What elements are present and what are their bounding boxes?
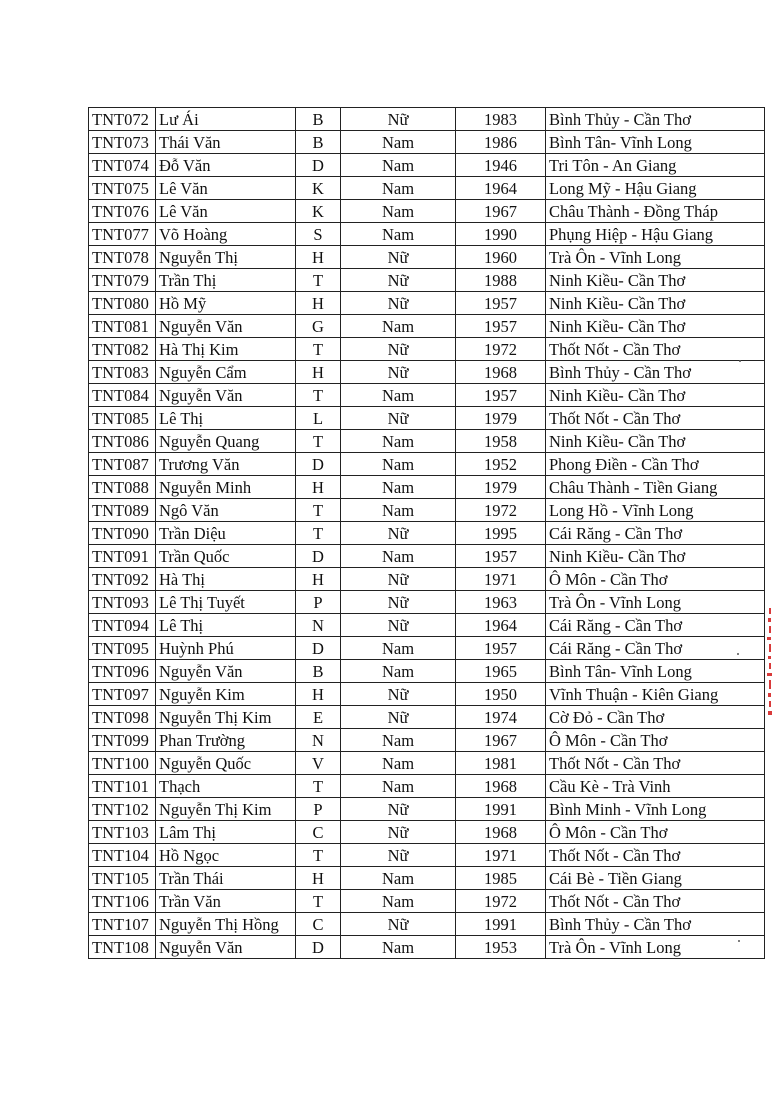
row-code: TNT081 bbox=[89, 315, 156, 338]
row-initial: H bbox=[296, 476, 341, 499]
table-row bbox=[89, 338, 765, 361]
row-initial: K bbox=[296, 200, 341, 223]
row-hometown: Cái Răng - Cần Thơ bbox=[546, 637, 765, 660]
roster-table-body bbox=[89, 108, 765, 959]
row-code: TNT106 bbox=[89, 890, 156, 913]
row-name: Trần Thị bbox=[156, 269, 296, 292]
row-hometown: Cái Bè - Tiền Giang bbox=[546, 867, 765, 890]
row-birth-year: 1967 bbox=[456, 200, 546, 223]
row-birth-year: 1971 bbox=[456, 568, 546, 591]
row-initial: K bbox=[296, 177, 341, 200]
row-hometown: Ô Môn - Cần Thơ bbox=[546, 821, 765, 844]
row-initial: B bbox=[296, 660, 341, 683]
row-hometown: Cờ Đỏ - Cần Thơ bbox=[546, 706, 765, 729]
table-row bbox=[89, 499, 765, 522]
row-gender: Nữ bbox=[341, 683, 456, 706]
row-hometown: Cái Răng - Cần Thơ bbox=[546, 614, 765, 637]
table-row bbox=[89, 269, 765, 292]
table-row bbox=[89, 407, 765, 430]
row-name: Hà Thị Kim bbox=[156, 338, 296, 361]
row-hometown: Trà Ôn - Vĩnh Long bbox=[546, 936, 765, 959]
scan-speck bbox=[738, 940, 740, 942]
row-gender: Nữ bbox=[341, 591, 456, 614]
row-initial: T bbox=[296, 522, 341, 545]
row-hometown: Ninh Kiều- Cần Thơ bbox=[546, 315, 765, 338]
row-code: TNT097 bbox=[89, 683, 156, 706]
row-birth-year: 1991 bbox=[456, 798, 546, 821]
scan-speck bbox=[737, 653, 739, 655]
row-gender: Nam bbox=[341, 775, 456, 798]
row-code: TNT072 bbox=[89, 108, 156, 131]
row-birth-year: 1986 bbox=[456, 131, 546, 154]
roster-table bbox=[88, 107, 765, 959]
row-birth-year: 1990 bbox=[456, 223, 546, 246]
table-row bbox=[89, 706, 765, 729]
row-name: Nguyễn Thị bbox=[156, 246, 296, 269]
table-row bbox=[89, 200, 765, 223]
row-name: Đỗ Văn bbox=[156, 154, 296, 177]
row-hometown: Châu Thành - Đồng Tháp bbox=[546, 200, 765, 223]
table-row bbox=[89, 131, 765, 154]
row-name: Huỳnh Phú bbox=[156, 637, 296, 660]
row-name: Nguyễn Văn bbox=[156, 660, 296, 683]
row-initial: D bbox=[296, 154, 341, 177]
row-name: Lê Văn bbox=[156, 177, 296, 200]
row-code: TNT077 bbox=[89, 223, 156, 246]
row-gender: Nam bbox=[341, 499, 456, 522]
row-code: TNT088 bbox=[89, 476, 156, 499]
row-gender: Nữ bbox=[341, 614, 456, 637]
row-gender: Nữ bbox=[341, 292, 456, 315]
row-birth-year: 1985 bbox=[456, 867, 546, 890]
row-gender: Nam bbox=[341, 936, 456, 959]
row-name: Nguyễn Văn bbox=[156, 315, 296, 338]
table-row bbox=[89, 683, 765, 706]
table-row bbox=[89, 775, 765, 798]
row-code: TNT079 bbox=[89, 269, 156, 292]
row-hometown: Thốt Nốt - Cần Thơ bbox=[546, 752, 765, 775]
row-birth-year: 1983 bbox=[456, 108, 546, 131]
row-name: Thạch bbox=[156, 775, 296, 798]
row-birth-year: 1958 bbox=[456, 430, 546, 453]
row-name: Lê Thị Tuyết bbox=[156, 591, 296, 614]
table-row bbox=[89, 108, 765, 131]
row-gender: Nữ bbox=[341, 407, 456, 430]
row-gender: Nam bbox=[341, 177, 456, 200]
row-name: Thái Văn bbox=[156, 131, 296, 154]
row-hometown: Ninh Kiều- Cần Thơ bbox=[546, 269, 765, 292]
row-initial: T bbox=[296, 775, 341, 798]
row-name: Lê Thị bbox=[156, 407, 296, 430]
row-name: Trần Quốc bbox=[156, 545, 296, 568]
row-initial: D bbox=[296, 936, 341, 959]
row-initial: C bbox=[296, 913, 341, 936]
row-gender: Nam bbox=[341, 384, 456, 407]
row-initial: G bbox=[296, 315, 341, 338]
row-name: Nguyễn Quốc bbox=[156, 752, 296, 775]
table-row bbox=[89, 453, 765, 476]
row-birth-year: 1979 bbox=[456, 476, 546, 499]
row-name: Hồ Mỹ bbox=[156, 292, 296, 315]
row-initial: D bbox=[296, 637, 341, 660]
row-name: Nguyễn Thị Hồng bbox=[156, 913, 296, 936]
row-hometown: Long Mỹ - Hậu Giang bbox=[546, 177, 765, 200]
row-code: TNT080 bbox=[89, 292, 156, 315]
row-initial: P bbox=[296, 798, 341, 821]
row-code: TNT094 bbox=[89, 614, 156, 637]
row-hometown: Bình Minh - Vĩnh Long bbox=[546, 798, 765, 821]
row-gender: Nữ bbox=[341, 269, 456, 292]
row-name: Trần Thái bbox=[156, 867, 296, 890]
row-initial: H bbox=[296, 683, 341, 706]
table-row bbox=[89, 844, 765, 867]
row-hometown: Ninh Kiều- Cần Thơ bbox=[546, 384, 765, 407]
row-code: TNT105 bbox=[89, 867, 156, 890]
row-gender: Nam bbox=[341, 637, 456, 660]
row-gender: Nam bbox=[341, 545, 456, 568]
row-initial: H bbox=[296, 292, 341, 315]
scan-speck bbox=[739, 360, 741, 362]
row-initial: H bbox=[296, 361, 341, 384]
row-initial: E bbox=[296, 706, 341, 729]
row-code: TNT104 bbox=[89, 844, 156, 867]
row-gender: Nam bbox=[341, 729, 456, 752]
row-name: Hà Thị bbox=[156, 568, 296, 591]
row-initial: C bbox=[296, 821, 341, 844]
row-code: TNT100 bbox=[89, 752, 156, 775]
row-birth-year: 1988 bbox=[456, 269, 546, 292]
table-row bbox=[89, 246, 765, 269]
row-code: TNT073 bbox=[89, 131, 156, 154]
row-name: Ngô Văn bbox=[156, 499, 296, 522]
row-birth-year: 1957 bbox=[456, 637, 546, 660]
row-gender: Nam bbox=[341, 200, 456, 223]
table-row bbox=[89, 545, 765, 568]
row-code: TNT087 bbox=[89, 453, 156, 476]
row-hometown: Phong Điền - Cần Thơ bbox=[546, 453, 765, 476]
row-code: TNT093 bbox=[89, 591, 156, 614]
row-hometown: Phụng Hiệp - Hậu Giang bbox=[546, 223, 765, 246]
table-row bbox=[89, 177, 765, 200]
row-hometown: Thốt Nốt - Cần Thơ bbox=[546, 407, 765, 430]
row-birth-year: 1960 bbox=[456, 246, 546, 269]
row-gender: Nữ bbox=[341, 361, 456, 384]
row-hometown: Cầu Kè - Trà Vinh bbox=[546, 775, 765, 798]
row-hometown: Long Hồ - Vĩnh Long bbox=[546, 499, 765, 522]
row-birth-year: 1957 bbox=[456, 315, 546, 338]
row-gender: Nữ bbox=[341, 522, 456, 545]
row-gender: Nữ bbox=[341, 798, 456, 821]
row-birth-year: 1995 bbox=[456, 522, 546, 545]
row-code: TNT085 bbox=[89, 407, 156, 430]
row-initial: T bbox=[296, 269, 341, 292]
row-gender: Nữ bbox=[341, 246, 456, 269]
row-birth-year: 1964 bbox=[456, 614, 546, 637]
table-row bbox=[89, 729, 765, 752]
row-hometown: Châu Thành - Tiền Giang bbox=[546, 476, 765, 499]
row-code: TNT103 bbox=[89, 821, 156, 844]
row-code: TNT108 bbox=[89, 936, 156, 959]
table-row bbox=[89, 614, 765, 637]
row-gender: Nam bbox=[341, 223, 456, 246]
row-name: Hồ Ngọc bbox=[156, 844, 296, 867]
row-birth-year: 1965 bbox=[456, 660, 546, 683]
row-birth-year: 1950 bbox=[456, 683, 546, 706]
row-birth-year: 1953 bbox=[456, 936, 546, 959]
row-hometown: Thốt Nốt - Cần Thơ bbox=[546, 844, 765, 867]
row-name: Nguyễn Thị Kim bbox=[156, 798, 296, 821]
row-code: TNT082 bbox=[89, 338, 156, 361]
row-gender: Nữ bbox=[341, 108, 456, 131]
row-code: TNT092 bbox=[89, 568, 156, 591]
row-hometown: Thốt Nốt - Cần Thơ bbox=[546, 338, 765, 361]
row-code: TNT083 bbox=[89, 361, 156, 384]
row-name: Trần Diệu bbox=[156, 522, 296, 545]
margin-red-mark bbox=[765, 608, 775, 718]
row-birth-year: 1971 bbox=[456, 844, 546, 867]
row-initial: T bbox=[296, 430, 341, 453]
row-code: TNT102 bbox=[89, 798, 156, 821]
row-name: Lê Thị bbox=[156, 614, 296, 637]
row-gender: Nam bbox=[341, 660, 456, 683]
row-code: TNT075 bbox=[89, 177, 156, 200]
row-code: TNT090 bbox=[89, 522, 156, 545]
row-initial: N bbox=[296, 729, 341, 752]
row-gender: Nữ bbox=[341, 568, 456, 591]
row-hometown: Vĩnh Thuận - Kiên Giang bbox=[546, 683, 765, 706]
row-gender: Nam bbox=[341, 752, 456, 775]
row-birth-year: 1968 bbox=[456, 361, 546, 384]
row-initial: T bbox=[296, 499, 341, 522]
row-hometown: Ninh Kiều- Cần Thơ bbox=[546, 292, 765, 315]
table-row bbox=[89, 430, 765, 453]
row-birth-year: 1967 bbox=[456, 729, 546, 752]
row-birth-year: 1972 bbox=[456, 338, 546, 361]
row-name: Nguyễn Kim bbox=[156, 683, 296, 706]
row-code: TNT076 bbox=[89, 200, 156, 223]
table-row bbox=[89, 292, 765, 315]
row-gender: Nam bbox=[341, 131, 456, 154]
table-row bbox=[89, 637, 765, 660]
row-gender: Nam bbox=[341, 453, 456, 476]
row-birth-year: 1974 bbox=[456, 706, 546, 729]
row-name: Nguyễn Văn bbox=[156, 384, 296, 407]
row-birth-year: 1957 bbox=[456, 545, 546, 568]
row-hometown: Trà Ôn - Vĩnh Long bbox=[546, 591, 765, 614]
row-code: TNT091 bbox=[89, 545, 156, 568]
row-name: Trần Văn bbox=[156, 890, 296, 913]
row-hometown: Bình Tân- Vĩnh Long bbox=[546, 131, 765, 154]
row-gender: Nam bbox=[341, 890, 456, 913]
row-initial: B bbox=[296, 108, 341, 131]
row-initial: H bbox=[296, 867, 341, 890]
row-code: TNT078 bbox=[89, 246, 156, 269]
row-initial: D bbox=[296, 545, 341, 568]
table-row bbox=[89, 660, 765, 683]
table-row bbox=[89, 384, 765, 407]
row-gender: Nam bbox=[341, 430, 456, 453]
row-birth-year: 1952 bbox=[456, 453, 546, 476]
row-code: TNT086 bbox=[89, 430, 156, 453]
row-hometown: Bình Tân- Vĩnh Long bbox=[546, 660, 765, 683]
row-initial: T bbox=[296, 338, 341, 361]
row-gender: Nam bbox=[341, 476, 456, 499]
row-code: TNT107 bbox=[89, 913, 156, 936]
row-birth-year: 1946 bbox=[456, 154, 546, 177]
row-hometown: Bình Thủy - Cần Thơ bbox=[546, 913, 765, 936]
table-row bbox=[89, 568, 765, 591]
row-hometown: Thốt Nốt - Cần Thơ bbox=[546, 890, 765, 913]
row-birth-year: 1957 bbox=[456, 384, 546, 407]
row-hometown: Ninh Kiều- Cần Thơ bbox=[546, 430, 765, 453]
row-hometown: Bình Thủy - Cần Thơ bbox=[546, 108, 765, 131]
table-row bbox=[89, 890, 765, 913]
table-row bbox=[89, 752, 765, 775]
row-birth-year: 1963 bbox=[456, 591, 546, 614]
row-birth-year: 1968 bbox=[456, 821, 546, 844]
row-initial: N bbox=[296, 614, 341, 637]
row-code: TNT074 bbox=[89, 154, 156, 177]
row-birth-year: 1957 bbox=[456, 292, 546, 315]
row-name: Lê Văn bbox=[156, 200, 296, 223]
table-row bbox=[89, 798, 765, 821]
row-hometown: Ninh Kiều- Cần Thơ bbox=[546, 545, 765, 568]
row-name: Lư Ái bbox=[156, 108, 296, 131]
row-name: Lâm Thị bbox=[156, 821, 296, 844]
row-gender: Nam bbox=[341, 154, 456, 177]
table-row bbox=[89, 913, 765, 936]
table-row bbox=[89, 522, 765, 545]
row-code: TNT096 bbox=[89, 660, 156, 683]
row-initial: D bbox=[296, 453, 341, 476]
row-name: Trương Văn bbox=[156, 453, 296, 476]
row-name: Võ Hoàng bbox=[156, 223, 296, 246]
table-row bbox=[89, 591, 765, 614]
row-initial: T bbox=[296, 844, 341, 867]
row-initial: T bbox=[296, 384, 341, 407]
table-row bbox=[89, 154, 765, 177]
row-gender: Nữ bbox=[341, 821, 456, 844]
row-gender: Nữ bbox=[341, 338, 456, 361]
row-hometown: Ô Môn - Cần Thơ bbox=[546, 568, 765, 591]
row-initial: T bbox=[296, 890, 341, 913]
row-hometown: Cái Răng - Cần Thơ bbox=[546, 522, 765, 545]
row-gender: Nữ bbox=[341, 913, 456, 936]
row-code: TNT101 bbox=[89, 775, 156, 798]
table-row bbox=[89, 361, 765, 384]
row-name: Phan Trường bbox=[156, 729, 296, 752]
row-birth-year: 1979 bbox=[456, 407, 546, 430]
row-name: Nguyễn Minh bbox=[156, 476, 296, 499]
row-code: TNT099 bbox=[89, 729, 156, 752]
row-initial: S bbox=[296, 223, 341, 246]
table-row bbox=[89, 936, 765, 959]
row-gender: Nam bbox=[341, 315, 456, 338]
table-row bbox=[89, 476, 765, 499]
row-gender: Nam bbox=[341, 867, 456, 890]
row-initial: B bbox=[296, 131, 341, 154]
row-birth-year: 1991 bbox=[456, 913, 546, 936]
row-gender: Nữ bbox=[341, 844, 456, 867]
row-initial: P bbox=[296, 591, 341, 614]
row-initial: V bbox=[296, 752, 341, 775]
table-row bbox=[89, 867, 765, 890]
row-name: Nguyễn Văn bbox=[156, 936, 296, 959]
row-birth-year: 1968 bbox=[456, 775, 546, 798]
table-row bbox=[89, 315, 765, 338]
row-birth-year: 1981 bbox=[456, 752, 546, 775]
table-row bbox=[89, 223, 765, 246]
row-birth-year: 1972 bbox=[456, 499, 546, 522]
row-initial: L bbox=[296, 407, 341, 430]
row-gender: Nữ bbox=[341, 706, 456, 729]
row-initial: H bbox=[296, 568, 341, 591]
row-hometown: Trà Ôn - Vĩnh Long bbox=[546, 246, 765, 269]
row-name: Nguyễn Cẩm bbox=[156, 361, 296, 384]
row-birth-year: 1964 bbox=[456, 177, 546, 200]
row-initial: H bbox=[296, 246, 341, 269]
row-hometown: Tri Tôn - An Giang bbox=[546, 154, 765, 177]
row-code: TNT089 bbox=[89, 499, 156, 522]
row-name: Nguyễn Thị Kim bbox=[156, 706, 296, 729]
row-code: TNT095 bbox=[89, 637, 156, 660]
row-hometown: Bình Thủy - Cần Thơ bbox=[546, 361, 765, 384]
row-code: TNT084 bbox=[89, 384, 156, 407]
table-row bbox=[89, 821, 765, 844]
row-code: TNT098 bbox=[89, 706, 156, 729]
row-hometown: Ô Môn - Cần Thơ bbox=[546, 729, 765, 752]
row-birth-year: 1972 bbox=[456, 890, 546, 913]
row-name: Nguyễn Quang bbox=[156, 430, 296, 453]
